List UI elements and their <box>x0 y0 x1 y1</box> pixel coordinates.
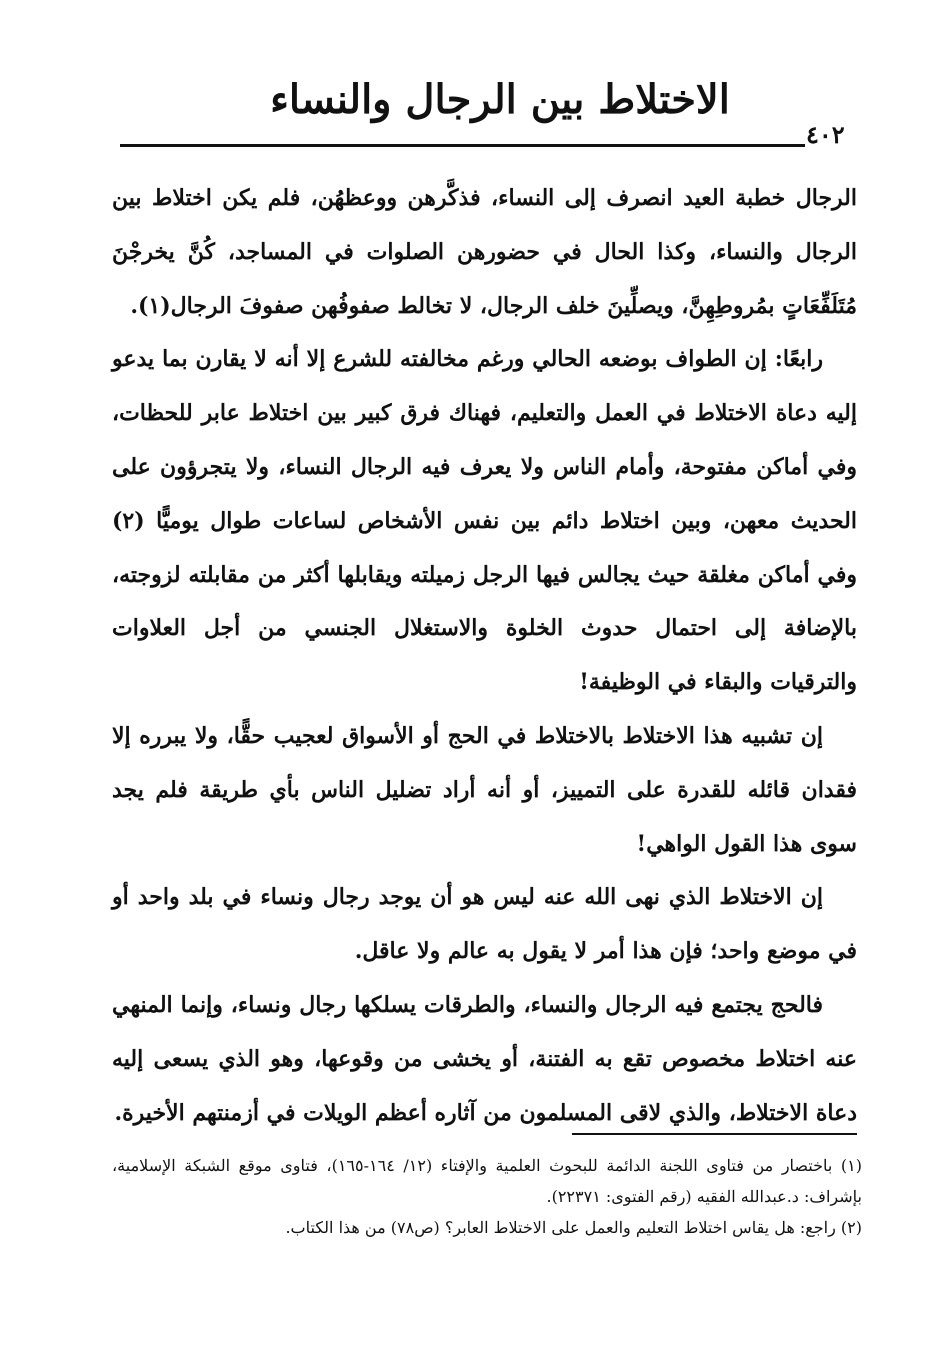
paragraph-3: إن تشبيه هذا الاختلاط بالاختلاط في الحج أو الأسواق لعجيب حقًّا، ولا يبرره إلا فقدان قائله للقدرة على التمييز، أو أنه أراد تضليل الناس بأي طريقة فلم يجد سوى هذا القول الواهي! <box>112 722 857 857</box>
footnote-1: (١) باختصار من فتاوى اللجنة الدائمة للبحوث العلمية والإفتاء (١٢/ ١٦٤-١٦٥)، فتاوى موقع الشبكة الإسلامية، بإشراف: د.عبدالله الفقيه (رقم الفتوى: ٢٢٣٧١). <box>112 1156 863 1206</box>
footnotes <box>112 1150 862 1243</box>
running-title: الاختلاط بين الرجال والنساء <box>270 76 730 123</box>
paragraph-2-lead: رابعًا: <box>774 346 823 373</box>
paragraph-2-text: إن الطواف بوضعه الحالي ورغم مخالفته للشرع إلا أنه لا يقارن بما يدعو إليه دعاة الاختلاط في العمل والتعليم، فهناك فرق كبير بين اختلاط عابر للحظات، وفي أماكن مفتوحة، وأمام الناس ولا يعرف فيه الرجال النساء، ولا يتجرؤون على الحديث معهن، وبين اختلاط دائم بين نفس الأشخاص لساعات طوال يوميًّا (٢) وفي أماكن مغلقة حيث يجالس فيها الرجل زميلته ويقابلها أكثر من مقابلته لزوجته، بالإضافة إلى احتمال حدوث الخلوة والاستغلال الجنسي من أجل العلاوات والترقيات والبقاء في الوظيفة! <box>112 346 857 696</box>
footnote-rule <box>572 1133 857 1135</box>
header-rule <box>120 144 805 147</box>
paragraph-5: فالحج يجتمع فيه الرجال والنساء، والطرقات يسلكها رجال ونساء، وإنما المنهي عنه اختلاط مخصوص تقع به الفتنة، أو يخشى من وقوعها، وهو الذي يسعى إليه دعاة الاختلاط، والذي لاقى المسلمون من آثاره أعظم الويلات في أزمنتهم الأخيرة. <box>112 991 857 1126</box>
paragraph-1: الرجال خطبة العيد انصرف إلى النساء، فذكَّرهن ووعظهُن، فلم يكن اختلاط بين الرجال والنساء، وكذا الحال في حضورهن الصلوات في المساجد، كُنَّ يخرجْنَ مُتَلَفِّعَاتٍ بمُروطِهِنَّ، ويصلِّينَ خلف الرجال، لا تخالط صفوفُهن صفوفَ الرجال(١). <box>112 185 857 319</box>
paragraph-2 <box>112 333 857 710</box>
paragraph-4: إن الاختلاط الذي نهى الله عنه ليس هو أن يوجد رجال ونساء في بلد واحد أو في موضع واحد؛ فإن هذا أمر لا يقول به عالم ولا عاقل. <box>112 884 857 965</box>
page-number: ٤٠٢ <box>806 120 845 149</box>
footnote-2: (٢) راجع: هل يقاس اختلاط التعليم والعمل على الاختلاط العابر؟ (ص٧٨) من هذا الكتاب. <box>285 1218 862 1237</box>
body-text <box>112 172 857 1140</box>
